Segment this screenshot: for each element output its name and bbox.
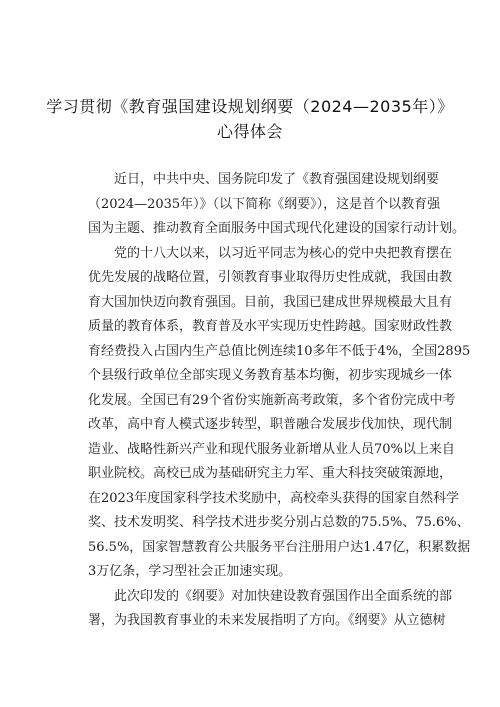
paragraph-2-line-5: 育经费投入占国内生产总值比例连续10多年不低于4%，全国2895 [88, 343, 471, 359]
paragraph-2-line-4: 质量的教育体系，教育普及水平实现历史性跨越。国家财政性教 [88, 319, 453, 334]
paragraph-3-line-2: 署，为我国教育事业的未来发展指明了方向。《纲要》从立德树 [88, 613, 446, 628]
paragraph-2-line-10: 职业院校。高校已成为基础研究主力军、重大科技突破策源地， [88, 466, 453, 481]
paragraph-2-line-6: 个县级行政单位全部实现义务教育基本均衡，初步实现城乡一体 [88, 368, 453, 383]
paragraph-2-line-2: 优先发展的战略位置，引领教育事业取得历史性成就，我国由教 [88, 270, 453, 285]
paragraph-2-line-13: 56.5%，国家智慧教育公共服务平台注册用户达1.47亿，积累数据 [88, 539, 471, 555]
paragraph-2-line-7: 化发展。全国已有29个省份实施新高考政策，多个省份完成中考 [88, 392, 456, 408]
document-body [88, 168, 471, 634]
document-subtitle: 心得体会 [216, 122, 283, 141]
paragraph-2-line-1: 党的十八大以来，以习近平同志为核心的党中央把教育摆在 [114, 245, 453, 261]
paragraph-2-line-3: 育大国加快迈向教育强国。目前，我国已建成世界规模最大且有 [88, 294, 453, 310]
paragraph-3-line-1: 此次印发的《纲要》对加快建设教育强国作出全面系统的部 [114, 588, 453, 604]
paragraph-2-line-14: 3万亿条，学习型社会正加速实现。 [88, 564, 292, 579]
paragraph-2-line-8: 改革，高中育人模式逐步转型，职普融合发展步伐加快，现代制 [88, 417, 453, 432]
paragraph-2-line-11: 在2023年度国家科学技术奖励中，高校牵头获得的国家自然科学 [88, 490, 460, 506]
document-title: 学习贯彻《教育强国建设规划纲要（2024—2035年）》 [46, 97, 454, 116]
paragraph-1-line-3: 国为主题、推动教育全面服务中国式现代化建设的国家行动计划。 [88, 221, 466, 236]
paragraph-2-line-9: 造业、战略性新兴产业和现代服务业新增从业人员70%以上来自 [88, 441, 455, 457]
paragraph-1-line-2: （2024—2035年）》（以下简称《纲要》），这是首个以教育强 [88, 196, 441, 212]
paragraph-2-line-12: 奖、技术发明奖、科学技术进步奖分别占总数的75.5%、75.6%、 [88, 515, 470, 530]
paragraph-1-line-1: 近日，中共中央、国务院印发了《教育强国建设规划纲要 [114, 172, 440, 187]
